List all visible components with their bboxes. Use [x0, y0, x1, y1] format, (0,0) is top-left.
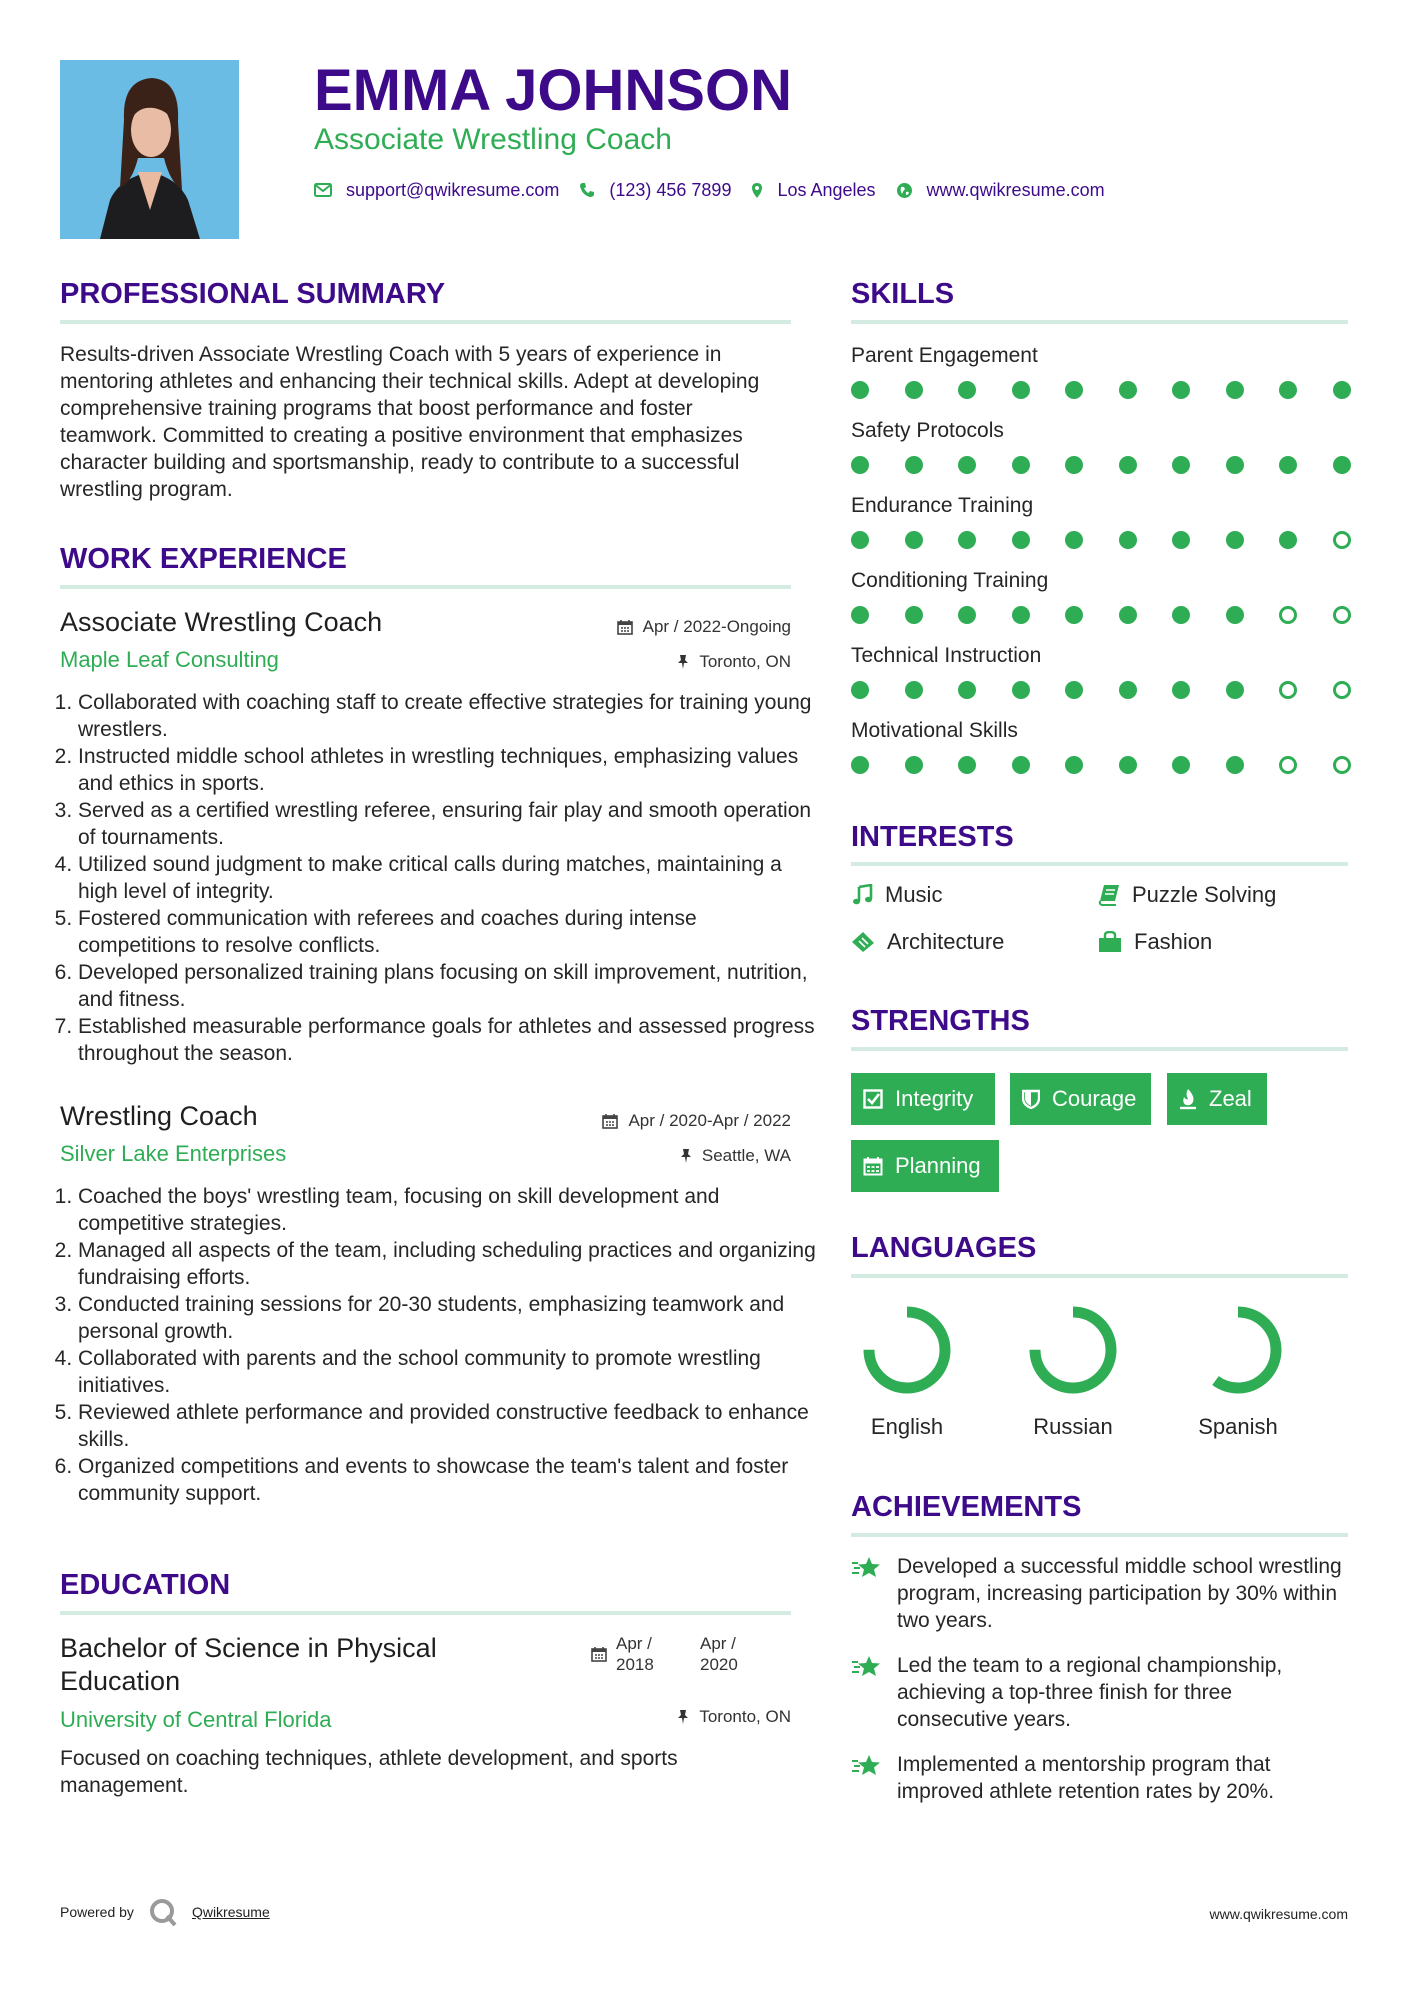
contact-email[interactable] [314, 180, 559, 201]
divider [60, 1611, 791, 1615]
strengths-heading: STRENGTHS [851, 1005, 1030, 1037]
achievement-text: Implemented a mentorship program that improved athlete retention rates by 20%. [897, 1753, 1275, 1803]
skill-label: Motivational Skills [851, 719, 1018, 742]
phone-icon [579, 182, 595, 198]
shield-icon [1022, 1089, 1040, 1109]
skill-label: Safety Protocols [851, 419, 1004, 442]
school-name: University of Central Florida [60, 1707, 332, 1732]
fire-icon [1179, 1088, 1197, 1110]
achievement-item [851, 1553, 1348, 1634]
job-title: Wrestling Coach [60, 1101, 258, 1131]
rating-dot-filled [1172, 606, 1190, 624]
rating-dot-empty [1279, 606, 1297, 624]
job-dates-text: Apr / 2020-Apr / 2022 [628, 1111, 791, 1130]
rating-dot-filled [1226, 456, 1244, 474]
trophy-star-icon [851, 1555, 881, 1581]
list-item: 7. Established measurable performance goals for athletes and assessed progress throughout the season. [78, 1013, 818, 1067]
rating-dot-filled [1119, 681, 1137, 699]
language-label: Spanish [1198, 1414, 1278, 1439]
rating-dot-filled [1065, 531, 1083, 549]
rating-dot-empty [1279, 681, 1297, 699]
achievement-item [851, 1652, 1348, 1733]
company-name: Silver Lake Enterprises [60, 1141, 287, 1166]
interest-label: Puzzle Solving [1132, 882, 1277, 907]
rating-dot-filled [851, 681, 869, 699]
job-title: Associate Wrestling Coach [60, 607, 383, 637]
rating-dot-filled [1119, 456, 1137, 474]
education-location [677, 1706, 791, 1728]
strength-label: Integrity [895, 1086, 974, 1111]
rating-dot-filled [1172, 681, 1190, 699]
strength-label: Planning [895, 1153, 981, 1178]
calendar-icon [591, 1646, 607, 1662]
strength-label: Courage [1052, 1086, 1137, 1111]
rating-dot-filled [1172, 381, 1190, 399]
summary-text: Results-driven Associate Wrestling Coach with 5 years of experience in mentoring athletes and enhancing their technical skills. Adept at developing comprehensive training programs that boost performance and foster teamwork. Committed to creating a positive environment that emphasizes character building and sportsmanship, ready to contribute to a successful wrestling program. [60, 343, 760, 501]
avatar [60, 60, 239, 239]
contact-website[interactable] [896, 180, 1105, 201]
envelope-icon [314, 183, 332, 197]
list-item: 2. Instructed middle school athletes in wrestling techniques, emphasizing values and ethics in sports. [78, 743, 818, 797]
skill-rating [851, 381, 1351, 401]
calendar-icon [863, 1156, 883, 1176]
job-duties-list [60, 689, 818, 1067]
skill-label: Technical Instruction [851, 644, 1042, 667]
skill-rating [851, 681, 1351, 701]
rating-dot-filled [851, 456, 869, 474]
rating-dot-filled [958, 381, 976, 399]
company-name: Maple Leaf Consulting [60, 647, 279, 672]
achievement-text: Led the team to a regional championship, achieving a top-three finish for three consecutive years. [897, 1654, 1283, 1731]
rating-dot-filled [905, 681, 923, 699]
brand-link[interactable]: Qwikresume [191, 1904, 270, 1920]
list-item: 5. Reviewed athlete performance and provided constructive feedback to enhance skills. [78, 1399, 818, 1453]
footer-branding [60, 1897, 270, 1927]
rating-dot-filled [851, 531, 869, 549]
footer-website[interactable]: www.qwikresume.com [1209, 1906, 1348, 1922]
summary-heading: PROFESSIONAL SUMMARY [60, 278, 446, 310]
rating-dot-filled [1279, 531, 1297, 549]
skill-rating [851, 531, 1351, 551]
pushpin-icon [677, 1709, 689, 1725]
rating-dot-empty [1333, 681, 1351, 699]
rating-dot-filled [1226, 531, 1244, 549]
rating-dot-empty [1333, 531, 1351, 549]
interest-item [1098, 882, 1276, 908]
rating-dot-filled [851, 381, 869, 399]
music-icon [851, 884, 873, 906]
degree-title: Bachelor of Science in Physical Education [60, 1633, 437, 1696]
divider [851, 1047, 1348, 1051]
rating-dot-filled [1012, 606, 1030, 624]
list-item: 2. Managed all aspects of the team, including scheduling practices and organizing fundraising efforts. [78, 1237, 818, 1291]
trophy-star-icon [851, 1753, 881, 1779]
skill-label: Conditioning Training [851, 569, 1049, 592]
skill-rating [851, 456, 1351, 476]
rating-dot-filled [851, 606, 869, 624]
rating-dot-filled [1119, 606, 1137, 624]
rating-dot-filled [1119, 756, 1137, 774]
list-item: 6. Developed personalized training plans focusing on skill improvement, nutrition, and fitness. [78, 959, 818, 1013]
interest-item [851, 929, 1004, 955]
ticket-icon [851, 931, 875, 953]
map-pin-icon [751, 182, 763, 199]
strength-label: Zeal [1209, 1086, 1252, 1111]
achievements-heading: ACHIEVEMENTS [851, 1491, 1082, 1523]
languages-heading: LANGUAGES [851, 1232, 1037, 1264]
rating-dot-filled [905, 606, 923, 624]
education-heading: EDUCATION [60, 1569, 231, 1601]
rating-dot-filled [1012, 456, 1030, 474]
strength-badge [851, 1073, 995, 1125]
education-end-date: Apr / 2020 [700, 1634, 738, 1674]
job-dates-text: Apr / 2022-Ongoing [642, 617, 791, 636]
rating-dot-filled [1065, 606, 1083, 624]
rating-dot-empty [1333, 606, 1351, 624]
list-item: 5. Fostered communication with referees and coaches during intense competitions to resolve conflicts. [78, 905, 818, 959]
interest-item [1098, 929, 1212, 955]
rating-dot-filled [1333, 456, 1351, 474]
list-item: 3. Served as a certified wrestling referee, ensuring fair play and smooth operation of tournaments. [78, 797, 818, 851]
job-location [680, 1145, 791, 1167]
shopping-bag-icon [1098, 931, 1122, 953]
rating-dot-filled [1226, 756, 1244, 774]
rating-dot-filled [1119, 531, 1137, 549]
achievement-item [851, 1751, 1348, 1805]
rating-dot-filled [905, 456, 923, 474]
calendar-icon [602, 1113, 618, 1129]
book-icon [1098, 884, 1120, 906]
rating-dot-filled [905, 381, 923, 399]
rating-dot-filled [1226, 681, 1244, 699]
job-dates [617, 616, 791, 638]
education-start-date: Apr / 2018 [616, 1634, 654, 1674]
list-item: 1. Collaborated with coaching staff to create effective strategies for training young wrestlers. [78, 689, 818, 743]
skill-label: Endurance Training [851, 494, 1034, 517]
rating-dot-filled [905, 531, 923, 549]
divider [851, 1274, 1348, 1278]
rating-dot-filled [1279, 381, 1297, 399]
rating-dot-filled [905, 756, 923, 774]
pushpin-icon [680, 1148, 692, 1164]
rating-dot-filled [958, 756, 976, 774]
interest-item [851, 882, 942, 908]
strength-badge [1167, 1073, 1267, 1125]
location-text: Los Angeles [777, 179, 876, 200]
list-item: 6. Organized competitions and events to showcase the team's talent and foster community support. [78, 1453, 818, 1507]
divider [60, 585, 791, 589]
rating-dot-filled [1172, 456, 1190, 474]
candidate-name: EMMA JOHNSON [314, 58, 792, 123]
profile-photo [60, 60, 239, 239]
interests-heading: INTERESTS [851, 821, 1014, 853]
divider [851, 862, 1348, 866]
skill-rating [851, 606, 1351, 626]
language-label: Russian [1033, 1414, 1113, 1439]
qwikresume-logo-icon [148, 1897, 178, 1927]
job-location [677, 651, 791, 673]
strength-badge [1010, 1073, 1151, 1125]
interest-label: Fashion [1134, 929, 1213, 954]
job-duties-list [60, 1183, 818, 1507]
skills-heading: SKILLS [851, 278, 955, 310]
powered-by-text: Powered by [60, 1904, 134, 1920]
interest-label: Music [885, 882, 943, 907]
rating-dot-filled [958, 681, 976, 699]
skill-label: Parent Engagement [851, 344, 1038, 367]
list-item: 1. Coached the boys' wrestling team, focusing on skill development and competitive strategies. [78, 1183, 818, 1237]
divider [851, 1533, 1348, 1537]
rating-dot-filled [1012, 381, 1030, 399]
phone-text: (123) 456 7899 [609, 179, 732, 200]
achievement-text: Developed a successful middle school wrestling program, increasing participation by 30% within two years. [897, 1555, 1342, 1632]
email-text: support@qwikresume.com [346, 179, 560, 200]
rating-dot-filled [851, 756, 869, 774]
strength-badge [851, 1140, 999, 1192]
rating-dot-filled [958, 606, 976, 624]
experience-heading: WORK EXPERIENCE [60, 543, 347, 575]
rating-dot-filled [1226, 381, 1244, 399]
rating-dot-filled [1012, 756, 1030, 774]
rating-dot-filled [1119, 381, 1137, 399]
rating-dot-filled [1012, 531, 1030, 549]
divider [851, 320, 1348, 324]
rating-dot-filled [1172, 531, 1190, 549]
education-description: Focused on coaching techniques, athlete development, and sports management. [60, 1747, 678, 1797]
rating-dot-filled [1065, 756, 1083, 774]
list-item: 3. Conducted training sessions for 20-30 students, emphasizing teamwork and personal growth. [78, 1291, 818, 1345]
contact-location [751, 180, 875, 201]
check-square-icon [863, 1089, 883, 1109]
language-label: English [870, 1414, 944, 1439]
website-text: www.qwikresume.com [926, 179, 1105, 200]
contact-bar [314, 177, 1125, 203]
rating-dot-filled [1065, 681, 1083, 699]
language-level-ring [1023, 1300, 1123, 1400]
job-location-text: Seattle, WA [701, 1146, 791, 1165]
divider [60, 320, 791, 324]
pushpin-icon [677, 654, 689, 670]
calendar-icon [617, 619, 633, 635]
job-location-text: Toronto, ON [699, 652, 791, 671]
candidate-title: Associate Wrestling Coach [314, 123, 672, 156]
rating-dot-filled [1333, 381, 1351, 399]
language-level-ring [1188, 1300, 1288, 1400]
rating-dot-filled [1012, 681, 1030, 699]
globe-icon [896, 182, 913, 199]
rating-dot-filled [1279, 456, 1297, 474]
job-dates [602, 1110, 791, 1132]
rating-dot-filled [1065, 381, 1083, 399]
language-level-ring [857, 1300, 957, 1400]
education-location-text: Toronto, ON [699, 1707, 791, 1726]
interest-label: Architecture [887, 929, 1005, 954]
rating-dot-filled [1226, 606, 1244, 624]
rating-dot-filled [1172, 756, 1190, 774]
rating-dot-filled [958, 456, 976, 474]
rating-dot-filled [958, 531, 976, 549]
rating-dot-empty [1279, 756, 1297, 774]
rating-dot-empty [1333, 756, 1351, 774]
trophy-star-icon [851, 1654, 881, 1680]
skill-rating [851, 756, 1351, 776]
rating-dot-filled [1065, 456, 1083, 474]
list-item: 4. Collaborated with parents and the school community to promote wrestling initiatives. [78, 1345, 818, 1399]
contact-phone[interactable] [579, 180, 731, 201]
list-item: 4. Utilized sound judgment to make critical calls during matches, maintaining a high level of integrity. [78, 851, 818, 905]
